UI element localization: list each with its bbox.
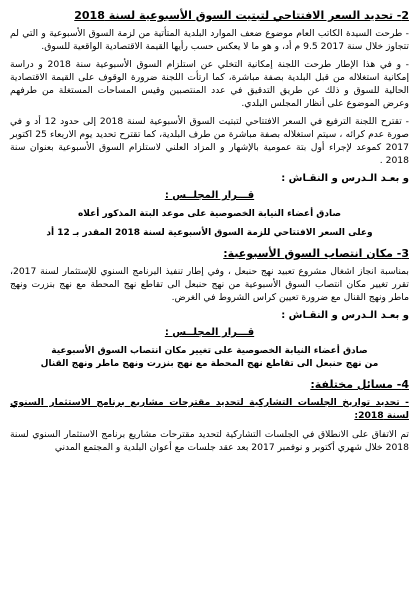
- section-4-paragraph-1: تم الاتفاق على الانطلاق في الجلسات التشاركية لتحديد مقترحات مشاريع برنامج الاستثمار السنوي لسنة 2018 خلال شهري أكتوبر و نوفمبر 2017 بعد عقد جلسات مع أعوان البلدية و المجتمع المدني: [10, 429, 409, 453]
- section-2-decision-line-1: صادق أعضاء النيابة الخصوصية على موعد البتة المذكور أعلاه: [77, 209, 342, 219]
- section-2-paragraph-1: - طرحت السيدة الكاتب العام موضوع ضعف الموارد البلدية المتأتية من لزمة السوق الأسبوعية و التي لم تتجاوز خلال سنة 2017 9.5 م أد، و هو ما لا يعكس حسب رأيها القيمة الاقتصادية الواقعية للسوق.: [10, 28, 409, 52]
- section-3-heading: 3- مكان انتصاب السوق الأسبوعية:: [223, 247, 409, 260]
- section-3-decision-title: قـــرار المجلــس :: [164, 327, 255, 338]
- section-2-heading: 2- تحديد السعر الافتتاحي لتبتيت السوق الأسبوعية لسنة 2018: [74, 9, 409, 22]
- section-3-deliberation-line: و بعـد الـدرس و النقـاش :: [281, 310, 409, 321]
- section-3-decision-line-2: من نهج حنبعل الى تقاطع نهج المحطة مع نهج بنزرت ونهج ماطر ونهج القنال: [40, 359, 379, 369]
- section-2-paragraph-2: - و في هذا الإطار طرحت اللجنة إمكانية التخلي عن استلزام السوق الأسبوعية سنة 2018 و دراسة إمكانية استغلاله من قبل البلدية بصفة مباشرة، كما ارتأت اللجنة ضرورة الوقوف على القيمة الاقتصادية الحالية للسوق و ذلك عن طريق التدقيق في عدد المنتصبين وقيس المساحات المستغلة من طرفهم وعرض الموضوع على أنظار المجلس البلدي.: [10, 59, 409, 109]
- section-2-decision-line-2: وعلى السعر الافتتاحي للزمة السوق الأسبوعية لسنة 2018 المقدر بـ 12 أد: [46, 228, 373, 238]
- section-4-subheading: - تحديد تواريخ الجلسات التشاركية لتحديد مقترحات مشاريع برنامج الاستثمار السنوي لسنة 2018:: [10, 397, 409, 421]
- section-2-decision-title: قـــرار المجلــس :: [164, 190, 255, 201]
- section-2-deliberation-line: و بعـد الـدرس و النقـاش :: [281, 173, 409, 184]
- section-3-paragraph-1: بمناسبة انجاز اشغال مشروع تعبيد نهج حنبعل ، وفي إطار تنفيذ البرنامج السنوي للإستثمار لسنة 2017، تقرر تغيير مكان انتصاب السوق الأسبوعية من نهج حنبعل الى تقاطع نهج المحطة مع نهج بنزرت ونهج ماطر ونهج القنال مع ضرورة تعيين كراس الشروط في الغرض.: [10, 266, 409, 303]
- section-2-paragraph-3: - تقترح اللجنة الترفيع في السعر الافتتاحي لتبتيت السوق الأسبوعية لسنة 2018 إلى حدود 12 أد و في صورة عدم كرائه ، سيتم استغلاله بصفة مباشرة من طرف البلدية، كما تقترح تحديد يوم الاربعاء 25 اكتوبر 2017 كموعد لإجراء أول بتة عمومية بالإشهار و المزاد العلني لاستلزام السوق الأسبوعية بعنوان سنة 2018 .: [10, 116, 409, 166]
- section-3-decision-line-1: صادق أعضاء النيابة الخصوصية على تغيير مكان انتصاب السوق الأسبوعية: [51, 346, 368, 356]
- section-4-heading: 4- مسائل مختلفة:: [310, 378, 409, 391]
